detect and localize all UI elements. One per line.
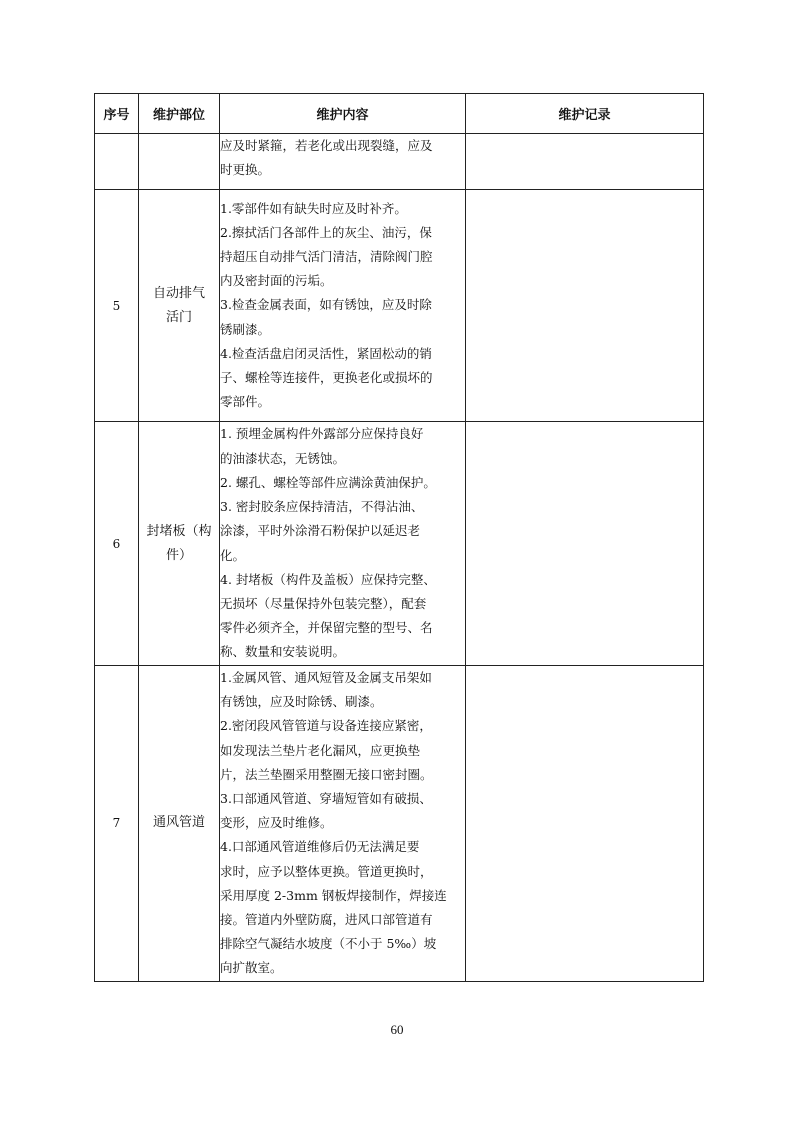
row-number: 7 <box>95 666 139 982</box>
content-line: 1.金属风管、通风短管及金属支吊架如 <box>220 670 432 685</box>
part-line: 件） <box>165 547 192 563</box>
content-line: 求时，应予以整体更换。管道更换时， <box>220 863 433 879</box>
content-line: 2.密闭段风管管道与设备连接应紧密， <box>220 718 432 734</box>
content-line: 3.检查金属表面，如有锈蚀，应及时除 <box>220 297 432 313</box>
content-line: 如发现法兰垫片老化漏风，应更换垫 <box>220 742 421 758</box>
header-row <box>95 94 704 134</box>
content-line: 零部件。 <box>220 394 271 410</box>
part-line: 封堵板（构 <box>146 523 212 539</box>
content-line: 的油漆状态，无锈蚀。 <box>220 450 346 466</box>
content-line: 4.检查活盘启闭灵活性，紧固松动的销 <box>220 345 432 361</box>
content-line: 4.口部通风管道维修后仍无法满足要 <box>220 839 420 855</box>
content-line: 2. 螺孔、螺栓等部件应满涂黄油保护。 <box>220 474 436 490</box>
content-line: 时更换。 <box>220 162 271 178</box>
content-line: 零件必须齐全，并保留完整的型号、名 <box>220 620 433 636</box>
row-number: 6 <box>95 422 139 666</box>
content-line: 称、数量和安装说明。 <box>220 644 346 660</box>
table-row-continuation <box>95 134 704 190</box>
maintenance-table <box>94 93 704 982</box>
content-line: 变形，应及时维修。 <box>220 815 333 831</box>
content-line: 有锈蚀，应及时除锈、刷漆。 <box>220 694 383 710</box>
content-line: 3.口部通风管道、穿墙短管如有破损、 <box>220 791 432 807</box>
content-line: 2.擦拭活门各部件上的灰尘、油污，保 <box>220 224 432 240</box>
content-line: 接。管道内外壁防腐，进风口部管道有 <box>220 912 433 928</box>
content-line: 内及密封面的污垢。 <box>220 273 333 289</box>
row-record <box>466 422 704 666</box>
part-line: 自动排气 <box>152 285 205 301</box>
row-record-cell <box>466 134 704 190</box>
row-part <box>139 666 220 982</box>
table-row <box>95 666 704 982</box>
content-line: 化。 <box>220 547 246 563</box>
header-number: 序号 <box>95 94 139 134</box>
row-content <box>220 666 466 982</box>
part-line: 通风管道 <box>152 815 205 831</box>
content-line: 无损坏（尽量保持外包装完整），配套 <box>220 595 427 611</box>
row-part <box>139 190 220 422</box>
content-line: 3. 密封胶条应保持清洁，不得沾油、 <box>220 499 424 515</box>
row-part-cell <box>139 134 220 190</box>
part-line: 活门 <box>165 309 192 325</box>
page-number: 60 <box>390 1022 404 1037</box>
content-line: 采用厚度 2-3mm 钢板焊接制作，焊接连 <box>220 887 447 903</box>
content-line: 片，法兰垫圈采用整圈无接口密封圈。 <box>220 766 433 782</box>
table-row <box>95 422 704 666</box>
content-line: 排除空气凝结水坡度（不小于 5‰）坡 <box>220 936 437 952</box>
content-line: 1. 预埋金属构件外露部分应保持良好 <box>220 426 424 442</box>
content-line: 子、螺栓等连接件，更换老化或损坏的 <box>220 370 433 385</box>
row-content <box>220 422 466 666</box>
content-line: 应及时紧箍，若老化或出现裂缝，应及 <box>220 138 433 153</box>
row-record <box>466 666 704 982</box>
row-number: 5 <box>95 190 139 422</box>
row-number-cell <box>95 134 139 190</box>
table-row <box>95 190 704 422</box>
content-line: 持超压自动排气活门清洁，清除阀门腔 <box>220 248 433 264</box>
row-part <box>139 422 220 666</box>
row-record <box>466 190 704 422</box>
content-line: 锈刷漆。 <box>220 321 271 337</box>
header-record: 维护记录 <box>466 94 704 134</box>
content-line: 向扩散室。 <box>220 960 283 976</box>
row-content-cell <box>220 134 466 190</box>
header-part: 维护部位 <box>139 94 220 134</box>
content-line: 1.零部件如有缺失时应及时补齐。 <box>220 200 407 216</box>
content-line: 涂漆，平时外涂滑石粉保护以延迟老 <box>220 523 421 539</box>
header-content: 维护内容 <box>220 94 466 134</box>
row-content <box>220 190 466 422</box>
content-line: 4. 封堵板（构件及盖板）应保持完整、 <box>220 571 436 587</box>
